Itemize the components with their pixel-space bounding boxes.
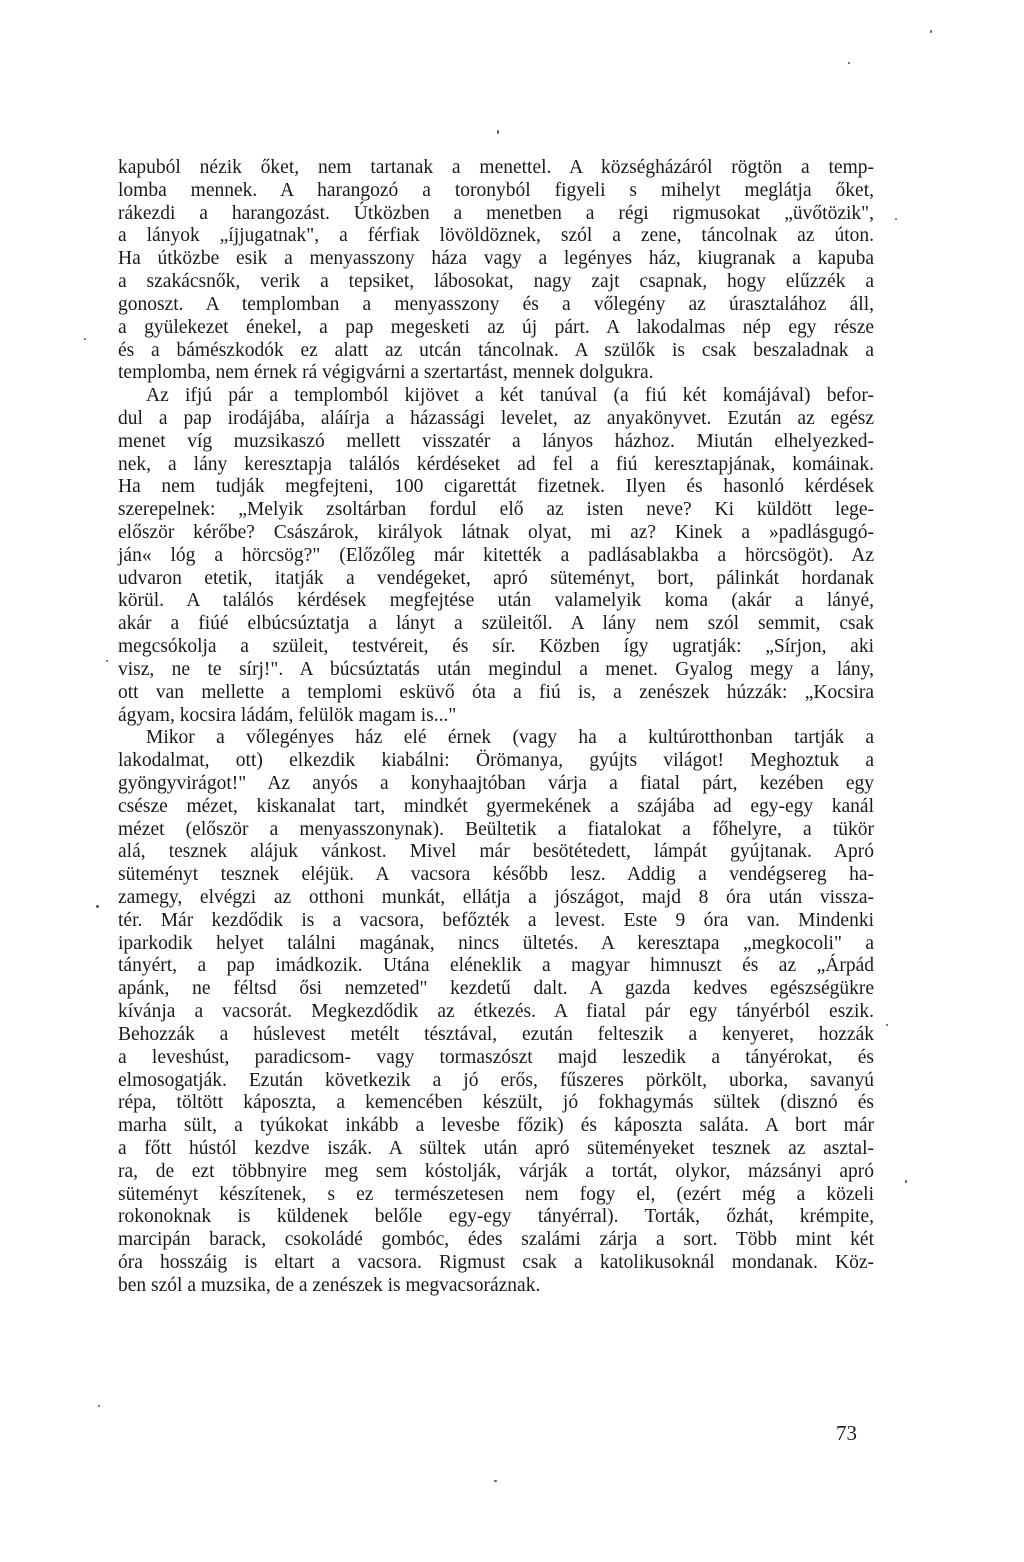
scan-speck [848, 62, 850, 64]
text-line: a leveshúst, paradicsom- vagy tormaszószt majd leszedik a tányérokat, és [118, 1046, 874, 1068]
body-text [118, 157, 874, 1298]
scan-speck [84, 338, 86, 340]
scan-speck [895, 218, 897, 220]
text-line: megcsókolja a szüleit, testvéreit, és sír. Közben így ugratják: „Sírjon, aki [118, 636, 874, 658]
text-line: kívánja a vacsorát. Megkezdődik az étkezés. A fiatal pár egy tányérból eszik. [118, 1001, 874, 1023]
text-line: ben szól a muzsika, de a zenészek is megvacsoráznak. [118, 1274, 541, 1296]
scan-speck [106, 660, 108, 662]
scan-speck [930, 30, 932, 33]
text-line: gonoszt. A templomban a menyasszony és a vőlegény az úrasztalához áll, [118, 293, 874, 315]
text-line: templomba, nem érnek rá végigvárni a szertartást, mennek dolgukra. [118, 362, 654, 384]
text-line: lakodalmat, ott) elkezdik kiabálni: Örömanya, gyújts világot! Meghoztuk a [118, 750, 874, 772]
text-line: süteményt készítenek, s ez természetesen nem fogy el, (ezért még a közeli [118, 1183, 874, 1205]
text-line: Az ifjú pár a templomból kijövet a két tanúval (a fiú két komájával) befor- [146, 385, 874, 407]
text-line: udvaron etetik, itatják a vendégeket, apró süteményt, bort, pálinkát hordanak [118, 567, 874, 589]
text-line: répa, töltött káposzta, a kemencében készült, jó fokhagymás sültek (disznó és [118, 1092, 874, 1114]
text-line: a lányok „íjjugatnak", a férfiak lövöldöznek, szól a zene, táncolnak az úton. [118, 225, 874, 247]
paragraph-2 [118, 385, 874, 727]
text-line: ágyam, kocsira ládám, felülök magam is..." [118, 704, 457, 726]
text-line: iparkodik helyet találni magának, nincs ültetés. A keresztapa „megkocoli" a [118, 932, 874, 954]
text-line: dul a pap irodájába, aláírja a házassági levelet, az anyakönyvet. Ezután az egész [118, 407, 874, 429]
scan-speck [886, 1024, 888, 1026]
text-line: kapuból nézik őket, nem tartanak a menettel. A községházáról rögtön a temp- [118, 157, 874, 178]
text-line: szerepelnek: „Melyik zsoltárban fordul elő az isten neve? Ki küldött lege- [118, 499, 874, 521]
scan-speck [98, 1405, 100, 1407]
text-line: akár a fiúé elbúcsúztatja a lányt a szüleitől. A lány nem szól semmit, csak [118, 613, 874, 635]
text-line: ján« lóg a hörcsög?" (Előzőleg már kitették a padlásablakba a hörcsögöt). Az [118, 544, 874, 566]
text-line: a főtt hústól kezdve iszák. A sültek után apró süteményeket tesznek az asztal- [118, 1137, 874, 1159]
text-line: mézet (először a menyasszonynak). Beültetik a fiatalokat a főhelyre, a tükör [118, 818, 874, 840]
text-line: elmosogatják. Ezután következik a jó erős, fűszeres pörkölt, uborka, savanyú [118, 1069, 874, 1091]
text-line: apánk, ne féltsd ősi nemzeted" kezdetű dalt. A gazda kedves egészségükre [118, 978, 874, 1000]
text-line: csésze mézet, kiskanalat tart, mindkét gyermekének a szájába ad egy-egy kanál [118, 795, 874, 817]
page-number: 73 [836, 1421, 857, 1445]
scan-speck [494, 1480, 497, 1482]
text-line: rákezdi a harangozást. Útközben a menetben a régi rigmusokat „üvőtözik", [118, 202, 874, 224]
text-line: és a bámészkodók ez alatt az utcán táncolnak. A szülők is csak beszaladnak a [118, 339, 874, 361]
text-line: Mikor a vőlegényes ház elé érnek (vagy ha a kultúrotthonban tartják a [146, 727, 874, 749]
text-line: óra hosszáig is eltart a vacsora. Rigmust csak a katolikusoknál mondanak. Köz- [118, 1252, 874, 1273]
text-line: zamegy, elvégzi az otthoni munkát, ellátja a jószágot, majd 8 óra után vissza- [118, 887, 874, 908]
text-line: lomba mennek. A harangozó a toronyból figyeli s mihelyt meglátja őket, [118, 179, 874, 201]
text-line: Behozzák a húslevest metélt tésztával, ezután felteszik a kenyeret, hozzák [118, 1023, 874, 1045]
text-line: menet víg muzsikaszó mellett visszatér a lányos házhoz. Miután elhelyezked- [118, 430, 874, 452]
text-line: gyöngyvirágot!" Az anyós a konyhaajtóban várja a fiatal párt, kezében egy [118, 772, 874, 794]
text-line: marha sült, a tyúkokat inkább a levesbe főzik) és káposzta saláta. A bort már [118, 1115, 874, 1137]
text-line: ott van mellette a templomi esküvő óta a fiú is, a zenészek húzzák: „Kocsira [118, 681, 874, 703]
text-line: nek, a lány keresztapja találós kérdéseket ad fel a fiú keresztapjának, komáinak. [118, 453, 874, 475]
text-line: körül. A találós kérdések megfejtése után valamelyik koma (akár a lányé, [118, 590, 874, 612]
text-line: visz, ne te sírj!". A búcsúztatás után megindul a menet. Gyalog megy a lány, [118, 658, 874, 680]
text-line: rokonoknak is küldenek belőle egy-egy tányérral). Torták, őzhát, krémpite, [118, 1206, 874, 1228]
text-line: Ha nem tudják megfejteni, 100 cigarettát fizetnek. Ilyen és hasonló kérdések [118, 476, 874, 498]
text-line: süteményt tesznek eléjük. A vacsora később lesz. Addig a vendégsereg ha- [118, 864, 874, 886]
text-line: tányért, a pap imádkozik. Utána eléneklik a magyar himnuszt és az „Árpád [118, 955, 874, 977]
text-line: marcipán barack, csokoládé gombóc, édes szalámi zárja a sort. Több mint két [118, 1229, 874, 1251]
scan-speck [96, 905, 99, 908]
text-line: alá, tesznek alájuk vánkost. Mivel már besötétedett, lámpát gyújtanak. Apró [118, 841, 874, 863]
text-line: a szakácsnők, verik a tepsiket, lábosokat, nagy zajt csapnak, hogy elűzzék a [118, 271, 874, 293]
scan-speck [905, 1180, 907, 1183]
paragraph-3 [118, 727, 874, 1297]
text-line: először kérőbe? Császárok, királyok látnak olyat, mi az? Kinek a »padlásgugó- [118, 522, 874, 543]
scan-speck [497, 130, 499, 134]
text-line: a gyülekezet énekel, a pap megesketi az új párt. A lakodalmas nép egy része [118, 316, 874, 338]
text-line: tér. Már kezdődik is a vacsora, befőzték a levest. Este 9 óra van. Mindenki [118, 909, 874, 931]
text-line: Ha útközbe esik a menyasszony háza vagy a legényes ház, kiugranak a kapuba [118, 248, 874, 270]
paragraph-1 [118, 157, 874, 385]
text-line: ra, de ezt többnyire meg sem kóstolják, várják a tortát, olykor, mázsányi apró [118, 1160, 874, 1182]
